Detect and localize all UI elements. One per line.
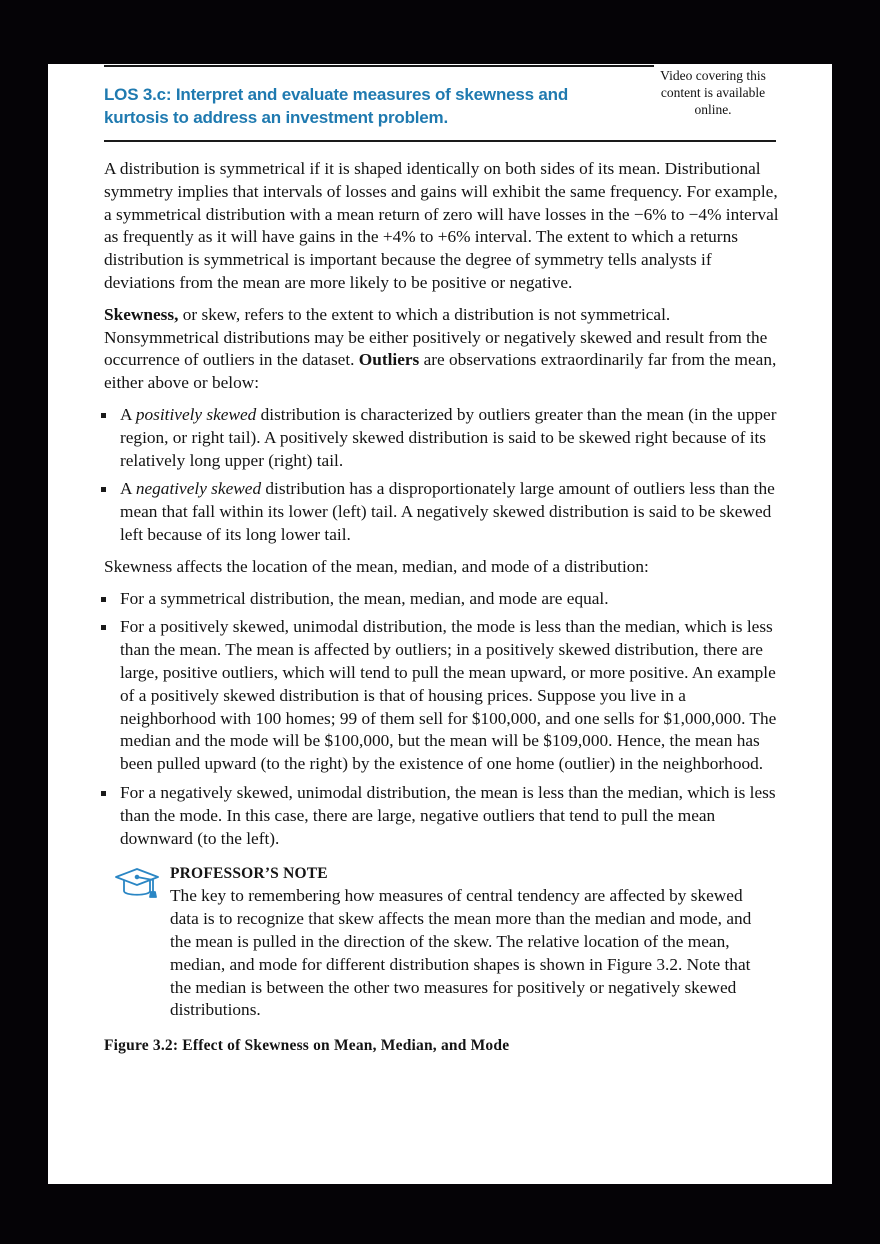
skewness-definition-text: or skew, refers to the extent to which a distribution is not symmetrical. Nonsymmetrical distributions may be either positively or negatively skewed and result from the occurrence of outliers in the dataset. [104, 304, 768, 370]
document-page [48, 64, 832, 1184]
video-availability-note: Video covering this content is available online. [660, 68, 766, 117]
paragraph-location-intro: Skewness affects the location of the mean, median, and mode of a distribution: [104, 556, 649, 576]
term-positively-skewed: positively skewed [135, 404, 257, 424]
square-bullet-icon [101, 791, 106, 796]
header-bottom-rule [104, 140, 776, 142]
header-top-rule [104, 65, 654, 67]
square-bullet-icon [101, 625, 106, 630]
square-bullet-icon [101, 413, 106, 418]
professors-note [104, 864, 760, 1022]
professors-note-body: The key to remembering how measures of central tendency are affected by skewed data is to recognize that skew affects the mean more than the median and mode, and the mean is pulled in the direction of the skew. The relative location of the mean, median, and mode for different distribution shapes is shown in Figure 3.2. Note that the median is between the other two measures for positively or negatively skewed distributions. [170, 886, 752, 1020]
figure-caption: Figure 3.2: Effect of Skewness on Mean, Median, and Mode [104, 1037, 510, 1055]
list-item-positive-skew: A positively skewed distribution is characterized by outliers greater than the mean (in the upper region, or right tail). A positively skewed distribution is said to be skewed right because of its relatively long upper (right) tail. [104, 404, 784, 472]
term-outliers: Outliers [358, 350, 420, 370]
list-item-positive-unimodal: For a positively skewed, unimodal distribution, the mode is less than the median, which is less than the mean. The mean is affected by outliers; in a positively skewed distribution, there are large, positive outliers, which will tend to pull the mean upward, or more positive. An example of a positively skewed distribution is that of housing prices. Suppose you live in a neighborhood with 100 homes; 99 of them sell for $100,000, and one sells for $1,000,000. The median and the mode will be $100,000, but the mean will be $109,000. Hence, the mean has been pulled upward (to the right) by the existence of one home (outlier) in the neighborhood. [104, 616, 784, 776]
list-item-negative-unimodal: For a negatively skewed, unimodal distribution, the mean is less than the median, which is less than the mode. In this case, there are large, negative outliers that tend to pull the mean downward (to the left). [104, 782, 784, 850]
paragraph-skewness-definition [104, 304, 784, 395]
central-tendency-list [104, 588, 784, 851]
square-bullet-icon [101, 597, 106, 602]
term-negatively-skewed: negatively skewed [135, 479, 262, 499]
skew-types-list [104, 404, 784, 547]
body-content [104, 158, 784, 1056]
paragraph-symmetry: A distribution is symmetrical if it is shaped identically on both sides of its mean. Distributional symmetry implies that intervals of losses and gains will exhibit the same frequency. For example, a symmetrical distribution with a mean return of zero will have losses in the −6% to −4% interval as frequently as it will have gains in the +4% to +6% interval. The extent to which a returns distribution is symmetrical is important because the degree of symmetry tells analysts if deviations from the mean are more likely to be positive or negative. [104, 159, 779, 292]
professors-note-title: PROFESSOR’S NOTE [170, 865, 328, 883]
square-bullet-icon [101, 487, 106, 492]
los-heading: LOS 3.c: Interpret and evaluate measures of skewness and kurtosis to address an investment problem. [104, 85, 569, 127]
outliers-definition-text: are observations extraordinarily far from the mean, either above or below: [104, 350, 777, 393]
term-skewness: Skewness, [104, 304, 179, 324]
graduation-cap-icon [114, 866, 160, 902]
list-item-negative-skew: A negatively skewed distribution has a disproportionately large amount of outliers less than the mean that fall within its lower (left) tail. A negatively skewed distribution is said to be skewed left because of its long lower tail. [104, 478, 784, 546]
list-item-symmetrical: For a symmetrical distribution, the mean, median, and mode are equal. [104, 588, 784, 611]
